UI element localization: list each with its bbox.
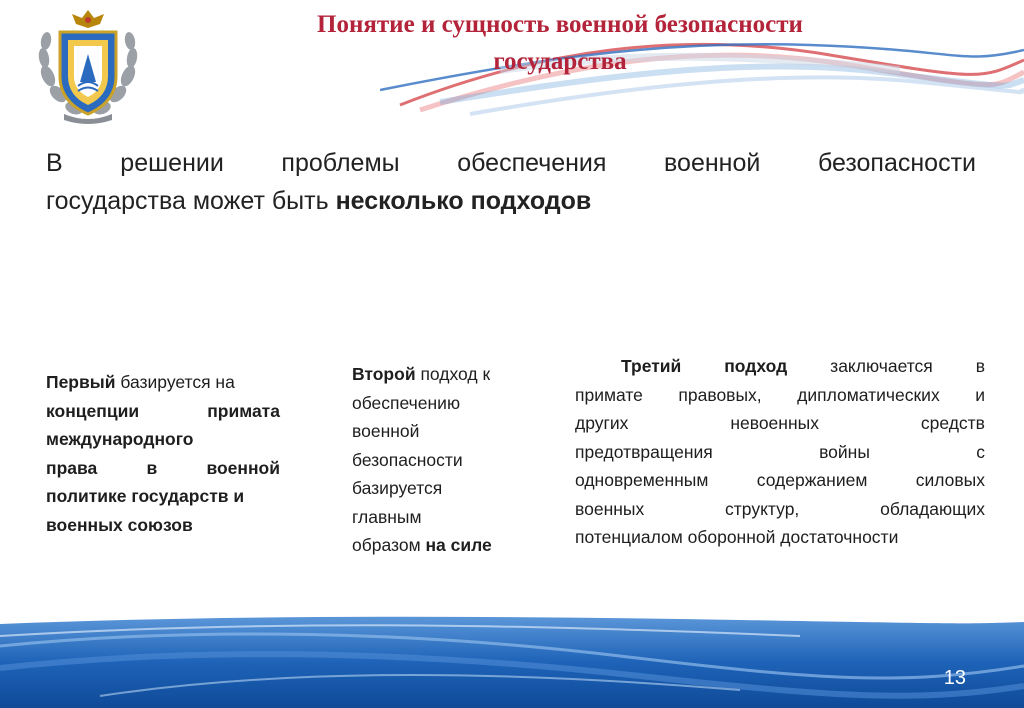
third-word: других xyxy=(575,413,629,433)
first-line-5: политике государств и xyxy=(46,486,245,506)
first-approach-block xyxy=(46,368,280,539)
third-word: средств xyxy=(920,413,985,433)
first-line-3: международного xyxy=(46,429,194,449)
second-line-5: базируется xyxy=(352,478,443,498)
second-line-7 xyxy=(352,531,532,560)
third-word: и xyxy=(975,384,985,405)
third-approach-block xyxy=(575,352,985,552)
third-line-4 xyxy=(575,438,985,467)
intro-paragraph xyxy=(46,144,976,220)
first-line-6: военных союзов xyxy=(46,514,193,535)
third-word: подход xyxy=(724,356,788,376)
second-line-7-bold: на силе xyxy=(425,535,492,555)
second-line-1-text: подход к xyxy=(415,364,491,384)
intro-line-2-bold: несколько подходов xyxy=(335,187,592,215)
intro-word: решении xyxy=(120,149,224,177)
third-word: невоенных xyxy=(730,413,819,433)
first-word: в xyxy=(146,457,158,478)
third-word: с xyxy=(976,441,985,462)
third-word: войны xyxy=(819,441,870,462)
second-line-7-text: образом xyxy=(352,535,426,555)
decorative-wave-band-bottom xyxy=(0,606,1024,708)
title-line-2: государства xyxy=(493,48,627,75)
second-line-1 xyxy=(352,360,532,389)
third-word: заключается xyxy=(830,356,933,376)
third-word: Третий xyxy=(621,356,682,376)
third-word: обладающих xyxy=(880,498,985,519)
intro-word: проблемы xyxy=(281,149,400,177)
first-line-4 xyxy=(46,454,280,483)
third-word: содержанием xyxy=(756,470,868,490)
first-approach-label: Первый xyxy=(46,372,116,392)
title-line-1: Понятие и сущность военной безопасности xyxy=(317,11,803,38)
second-line-2: обеспечению xyxy=(352,392,461,413)
intro-line-1 xyxy=(46,144,976,182)
first-line-1 xyxy=(46,368,280,397)
first-line-2 xyxy=(46,397,280,426)
third-word: в xyxy=(975,356,985,376)
second-line-6: главным xyxy=(352,506,422,527)
second-line-4: безопасности xyxy=(352,449,463,470)
third-word: одновременным xyxy=(575,470,709,490)
third-word: дипломатических xyxy=(797,384,940,405)
third-line-5 xyxy=(575,466,985,495)
page-title xyxy=(190,6,930,80)
first-word: примата xyxy=(207,400,280,421)
third-line-3 xyxy=(575,409,985,438)
first-line-1-text: базируется на xyxy=(115,372,235,392)
third-word: примате xyxy=(575,384,643,405)
intro-word: В xyxy=(46,149,63,177)
first-word: концепции xyxy=(46,400,140,421)
intro-word: безопасности xyxy=(817,149,976,177)
first-word: военной xyxy=(206,457,280,478)
second-approach-label: Второй xyxy=(352,364,416,384)
intro-line-2 xyxy=(46,182,976,220)
third-line-7: потенциалом оборонной достаточности xyxy=(575,527,899,547)
academy-emblem-icon xyxy=(34,6,142,128)
third-word: предотвращения xyxy=(575,441,713,462)
third-word: правовых, xyxy=(678,384,762,405)
third-line-6 xyxy=(575,495,985,524)
intro-word: обеспечения xyxy=(457,149,607,177)
third-line-2 xyxy=(575,381,985,410)
second-approach-block xyxy=(352,360,532,560)
intro-word: военной xyxy=(664,149,761,177)
page-number: 13 xyxy=(943,667,966,689)
intro-line-2-plain: государства может быть xyxy=(46,187,336,215)
first-word: права xyxy=(46,457,98,478)
third-line-1 xyxy=(575,352,985,381)
third-word: военных xyxy=(575,498,645,519)
third-word: структур, xyxy=(725,498,800,519)
second-line-3: военной xyxy=(352,421,420,441)
third-word: силовых xyxy=(915,470,985,490)
